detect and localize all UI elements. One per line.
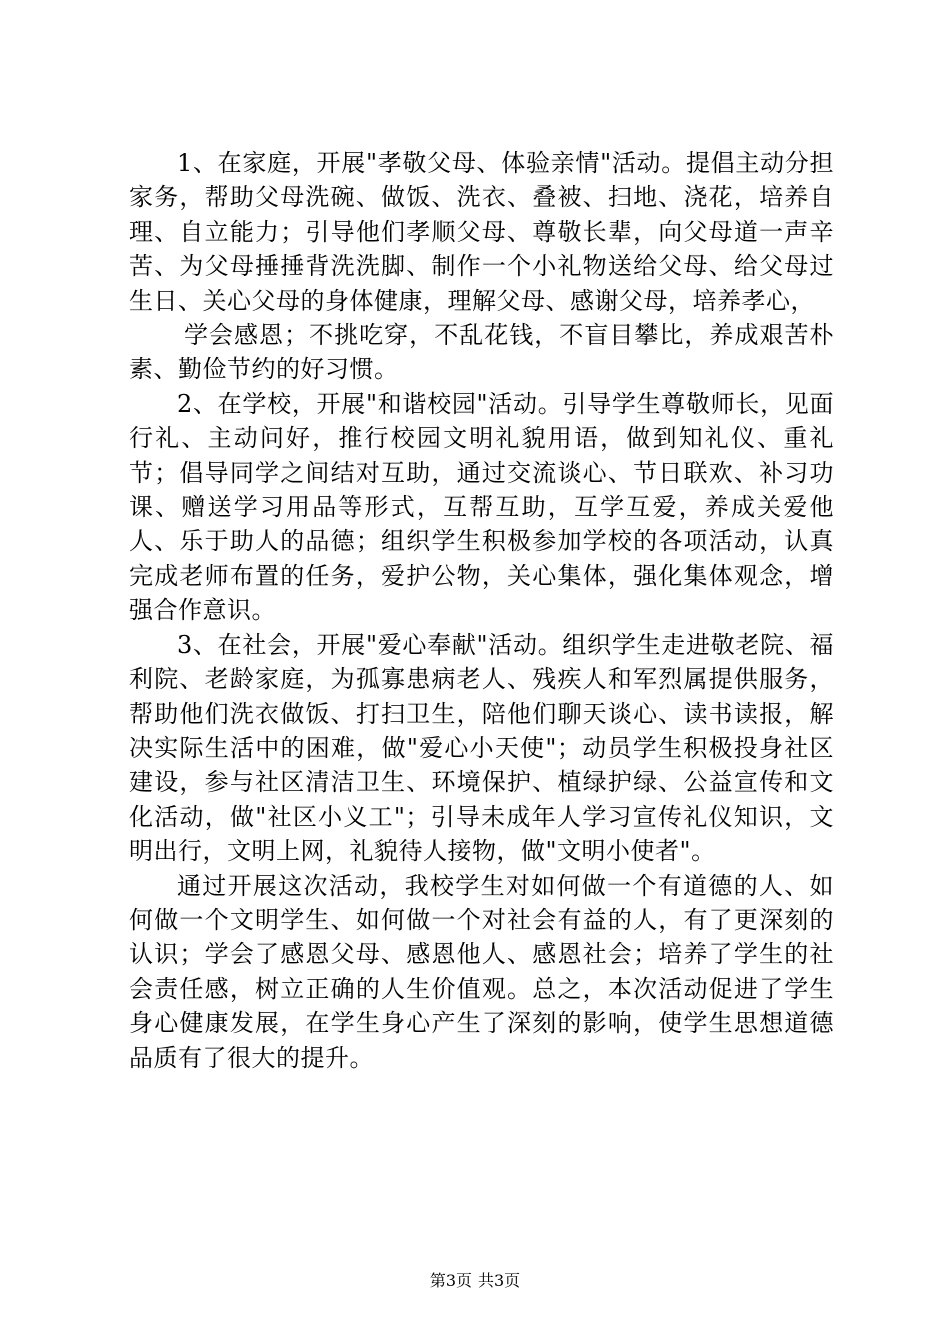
page-footer — [0, 1271, 950, 1291]
page-number: 第3页 — [429, 1271, 472, 1290]
paragraph-family-activity: 1、在家庭，开展"孝敬父母、体验亲情"活动。提倡主动分担家务，帮助父母洗碗、做饭、洗衣、叠被、扫地、浇花，培养自理、自立能力；引导他们孝顺父母、尊敬长辈，向父母道一声辛苦、为父母捶捶背洗洗脚、制作一个小礼物送给父母、给父母过生日、关心父母的身体健康，理解父母、感谢父母，培养孝心， — [129, 149, 834, 315]
paragraph-school-activity: 2、在学校，开展"和谐校园"活动。引导学生尊敬师长，见面行礼、主动问好，推行校园文明礼貌用语，做到知礼仪、重礼节；倡导同学之间结对互助，通过交流谈心、节日联欢、补习功课、赠送学习用品等形式，互帮互助，互学互爱，养成关爱他人、乐于助人的品德；组织学生积极参加学校的各项活动，认真完成老师布置的任务，爱护公物，关心集体，强化集体观念，增强合作意识。 — [129, 389, 834, 625]
document-body — [129, 146, 834, 1075]
total-pages: 共3页 — [478, 1271, 521, 1290]
paragraph-gratitude-habits: 学会感恩；不挑吃穿，不乱花钱，不盲目攀比，养成艰苦朴素、勤俭节约的好习惯。 — [129, 321, 834, 384]
paragraph-society-activity: 3、在社会，开展"爱心奉献"活动。组织学生走进敬老院、福利院、老龄家庭，为孤寡患病老人、残疾人和军烈属提供服务，帮助他们洗衣做饭、打扫卫生，陪他们聊天谈心、读书读报，解决实际生活中的困难，做"爱心小天使"；动员学生积极投身社区建设，参与社区清洁卫生、环境保护、植绿护绿、公益宣传和文化活动，做"社区小义工"；引导未成年人学习宣传礼仪知识，文明出行，文明上网，礼貌待人接物，做"文明小使者"。 — [129, 630, 834, 866]
paragraph-summary: 通过开展这次活动，我校学生对如何做一个有道德的人、如何做一个文明学生、如何做一个对社会有益的人，有了更深刻的认识；学会了感恩父母、感恩他人、感恩社会；培养了学生的社会责任感，树立正确的人生价值观。总之，本次活动促进了学生身心健康发展，在学生身心产生了深刻的影响，使学生思想道德品质有了很大的提升。 — [129, 871, 834, 1072]
